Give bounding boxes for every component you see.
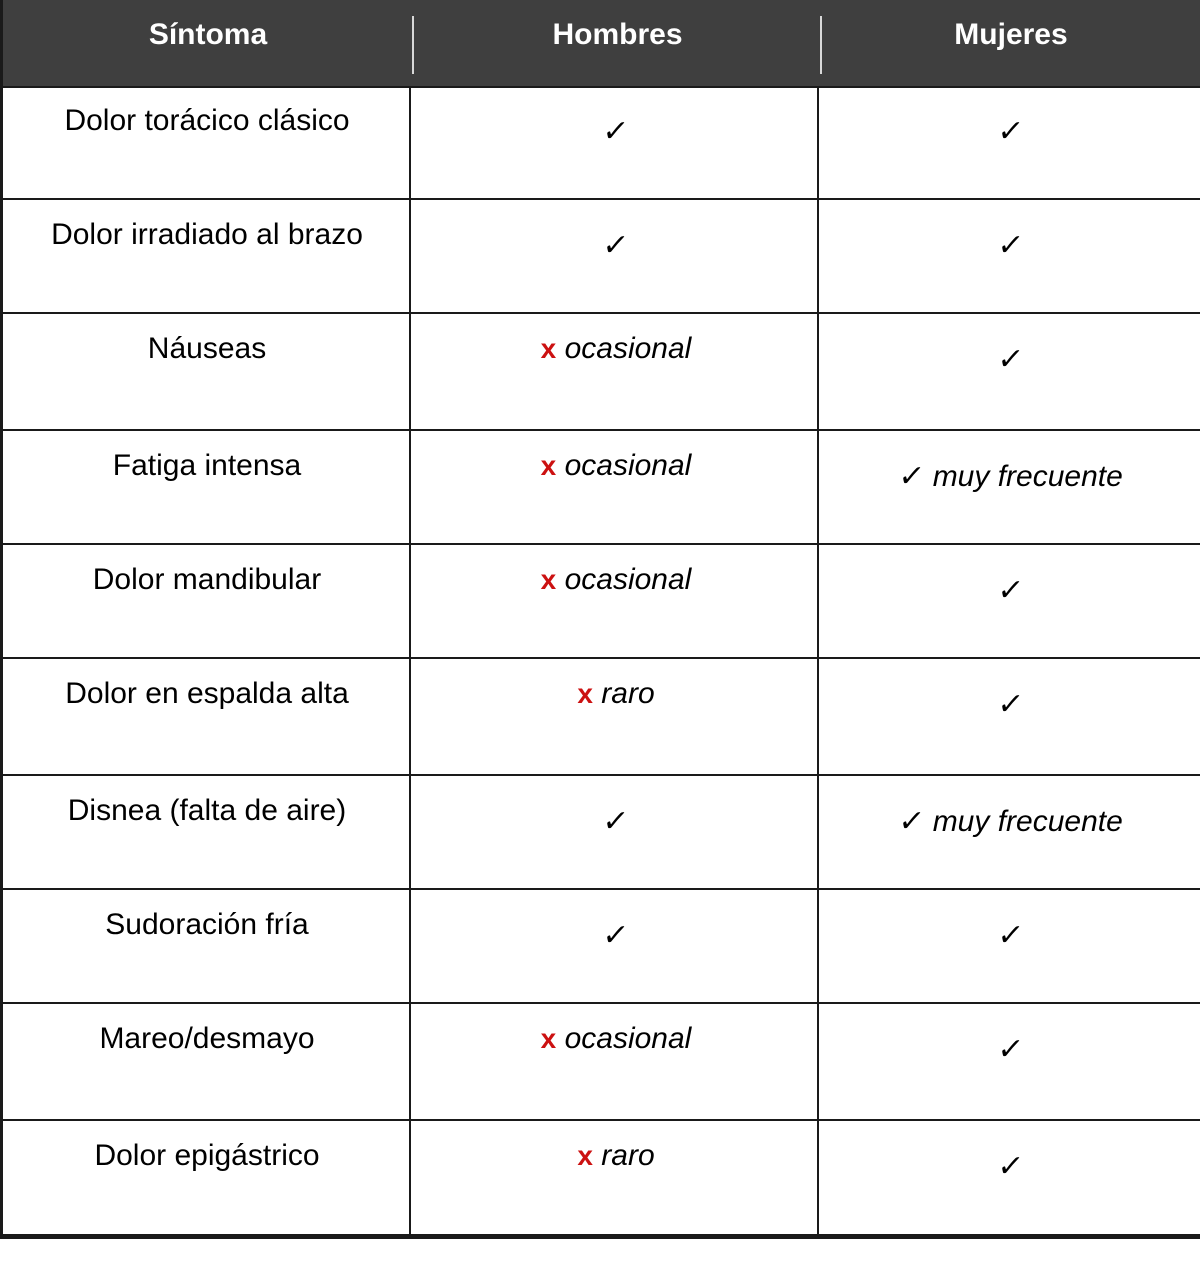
men-cell [413, 86, 819, 198]
cross-icon: x [540, 450, 557, 481]
check-icon: ✓ [600, 918, 632, 953]
men-note: ocasional [564, 563, 692, 596]
column-divider [409, 86, 411, 1236]
women-cell [821, 776, 1200, 888]
column-divider [817, 86, 819, 1236]
women-cell [821, 1004, 1200, 1119]
symptom-cell: Dolor en espalda alta [65, 677, 349, 710]
men-cell [413, 431, 819, 543]
table-row [3, 545, 1200, 659]
check-icon: ✓ [995, 687, 1027, 722]
check-icon: ✓ [995, 918, 1027, 953]
symptom-cell: Sudoración fría [105, 908, 309, 941]
women-note: muy frecuente [932, 460, 1123, 493]
check-icon: ✓ [896, 459, 927, 494]
women-cell [821, 890, 1200, 1002]
check-icon: ✓ [995, 573, 1027, 608]
men-cell [413, 200, 819, 312]
check-icon: ✓ [995, 114, 1027, 149]
check-icon: ✓ [995, 1032, 1027, 1067]
men-note: ocasional [564, 449, 692, 482]
symptom-cell: Disnea (falta de aire) [67, 794, 347, 827]
women-cell [821, 431, 1200, 543]
women-cell [821, 200, 1200, 312]
cross-icon: x [540, 564, 557, 595]
women-cell [821, 86, 1200, 198]
column-header-symptom: Síntoma [148, 18, 268, 51]
check-icon: ✓ [896, 804, 927, 839]
symptom-cell: Náuseas [147, 332, 267, 365]
table-row [3, 659, 1200, 776]
men-cell [413, 890, 819, 1002]
women-cell [821, 545, 1200, 657]
men-cell [413, 776, 819, 888]
table-row [3, 314, 1200, 431]
women-cell [821, 1121, 1200, 1234]
check-icon: ✓ [600, 228, 632, 263]
cross-icon: x [577, 1140, 593, 1171]
symptom-cell: Dolor epigástrico [94, 1139, 320, 1172]
table-row [3, 200, 1200, 314]
men-cell [413, 545, 819, 657]
column-header-men: Hombres [552, 18, 683, 51]
cross-icon: x [540, 333, 557, 364]
men-note: ocasional [564, 332, 692, 365]
women-cell [821, 314, 1200, 429]
symptom-cell: Dolor mandibular [92, 563, 322, 596]
check-icon: ✓ [995, 342, 1027, 377]
men-cell [413, 1004, 819, 1119]
symptom-cell: Fatiga intensa [112, 449, 302, 482]
cross-icon: x [577, 678, 593, 709]
check-icon: ✓ [995, 228, 1027, 263]
men-note: raro [601, 677, 655, 710]
table-row [3, 431, 1200, 545]
table-row [3, 1121, 1200, 1236]
column-header-women: Mujeres [954, 18, 1068, 51]
men-note: raro [601, 1139, 655, 1172]
check-icon: ✓ [600, 804, 632, 839]
women-note: muy frecuente [932, 805, 1123, 838]
symptom-cell: Dolor irradiado al brazo [51, 218, 363, 251]
table-header [3, 0, 1200, 88]
men-cell [413, 314, 819, 429]
cross-icon: x [540, 1023, 557, 1054]
table-row [3, 1004, 1200, 1121]
men-cell [413, 1121, 819, 1234]
check-icon: ✓ [600, 114, 632, 149]
table-row [3, 86, 1200, 200]
men-note: ocasional [564, 1022, 692, 1055]
table-row [3, 776, 1200, 890]
symptom-cell: Dolor torácico clásico [64, 104, 350, 137]
women-cell [821, 659, 1200, 774]
check-icon: ✓ [995, 1149, 1027, 1184]
symptom-cell: Mareo/desmayo [99, 1022, 315, 1055]
men-cell [413, 659, 819, 774]
table-row [3, 890, 1200, 1004]
